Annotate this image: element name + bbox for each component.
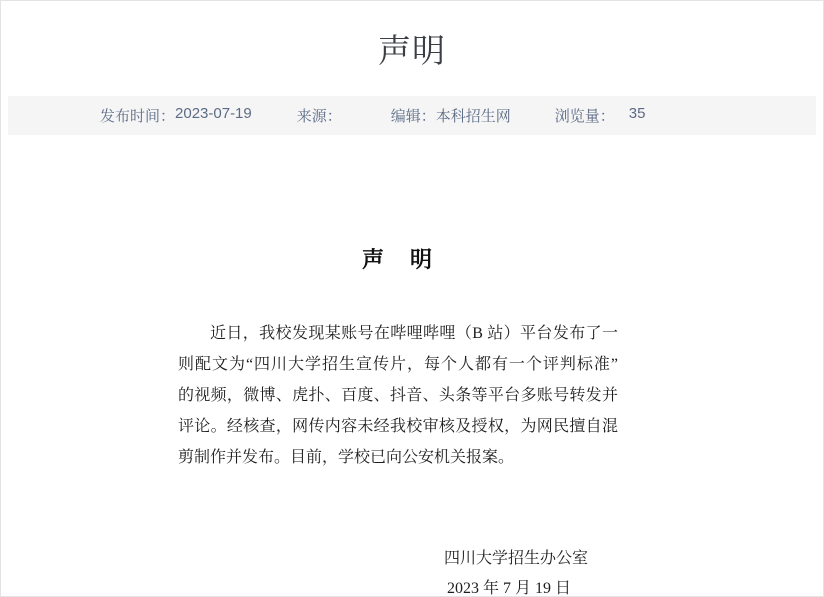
paragraph-line: 则配文为“四川大学招生宣传片，每个人都有一个评判标准” [178, 356, 618, 373]
document-title: 声 明 [361, 247, 434, 272]
paragraph-line: 的视频，微博、虎扑、百度、抖音、头条等平台多账号转发并 [178, 387, 618, 404]
article-content [1, 135, 823, 597]
editor-value: 本科招生网 [435, 108, 511, 125]
publish-time-value: 2023-07-19 [175, 105, 252, 122]
paragraph-line: 剪制作并发布。目前，学校已向公安机关报案。 [178, 449, 515, 466]
paragraph-line: 评论。经核查，网传内容未经我校审核及授权，为网民擅自混 [178, 418, 618, 435]
source-label: 来源： [296, 108, 342, 125]
meta-editor [391, 105, 511, 126]
views-label: 浏览量： [554, 108, 615, 125]
document-signature: 四川大学招生办公室 [443, 550, 588, 567]
document-paragraph [178, 318, 618, 473]
meta-bar [8, 96, 816, 135]
paragraph-line: 近日，我校发现某账号在哔哩哔哩（B 站）平台发布了一 [210, 325, 618, 342]
meta-views [555, 105, 646, 126]
document-date: 2023 年 7 月 19 日 [446, 580, 571, 597]
publish-time-label: 发布时间： [100, 108, 176, 125]
article-header [1, 1, 823, 96]
views-value: 35 [628, 105, 646, 122]
page-title: 声明 [378, 32, 446, 69]
meta-publish-time [100, 105, 252, 126]
statement-document [178, 243, 618, 597]
meta-source [297, 105, 343, 126]
editor-label: 编辑： [390, 108, 436, 125]
